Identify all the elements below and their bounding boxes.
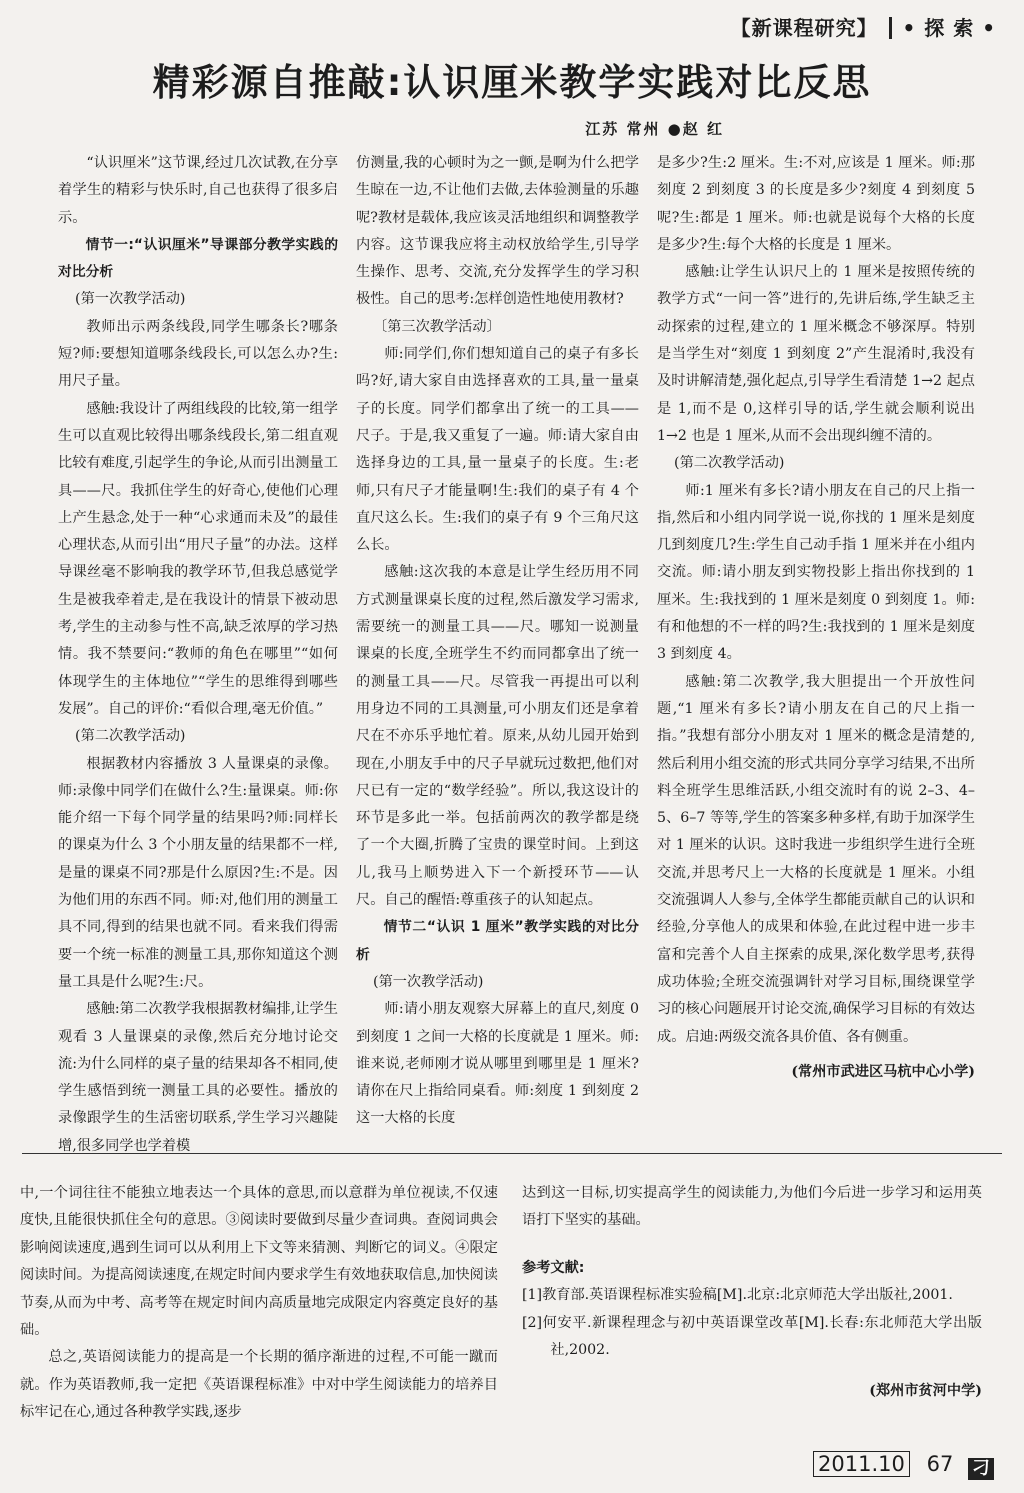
- activity-label: (第二次教学活动): [75, 728, 186, 745]
- references-title: 参考文献:: [522, 1259, 585, 1276]
- paragraph: 感触:第二次教学,我大胆提出一个开放性问题,“1 厘米有多长?请小朋友在自己的尺上指一指。”我想有部分小朋友对 1 厘米的概念是清楚的,然后利用小组交流的形式共同分享学习结果,不出所料全班学生思维活跃,小组交流时有的说 2–3、4–5、6–7 等等,学生的答案多种多样,有助于加深学生对 1 厘米的认识。这时我进一步组织学生进行全班交流,并思考尺上一大格的长度就是 1 厘米。小组交流强调人人参与,全体学生都能贡献自己的认识和经验,分享他人的成果和体验,在此过程中进一步丰富和完善个人自主探索的成果,深化数学思考,获得成功体验;全班交流强调针对学习目标,围绕课堂学习的核心问题展开讨论交流,确保学习目标的有效达成。启迪:两级交流各具价值、各有侧重。: [657, 673, 975, 1045]
- header-divider: [889, 17, 892, 39]
- page-number: 67: [926, 1452, 954, 1476]
- paragraph: 师:1 厘米有多长?请小朋友在自己的尺上指一指,然后和小组内同学说一说,你找的 1 厘米是刻度几到刻度几?生:学生自己动手指 1 厘米并在小组内交流。师:请小朋友到实物投影上指出你找到的 1 厘米。生:我找到的 1 厘米是刻度 0 到刻度 1。师:有和他想的不一样的吗?生:我找到的 1 厘米是刻度 3 到刻度 4。: [657, 482, 975, 663]
- paragraph: 教师出示两条线段,同学生哪条长?哪条短?师:要想知道哪条线段长,可以怎么办?生:用尺子量。: [58, 318, 338, 390]
- paragraph: 师:同学们,你们想知道自己的桌子有多长吗?好,请大家自由选择喜欢的工具,量一量桌子的长度。同学们都拿出了统一的工具——尺子。于是,我又重复了一遍。师:请大家自由选择身边的工具,量一量桌子的长度。生:老师,只有尺子才能量啊!生:我们的桌子有 4 个直尺这么长。生:我们的桌子有 9 个三角尺这么长。: [356, 346, 639, 554]
- affiliation: (郑州市贫河中学): [869, 1383, 982, 1400]
- activity-label: (第一次教学活动): [75, 291, 186, 308]
- journal-logo-icon: 刁: [968, 1458, 994, 1480]
- paragraph: 总之,英语阅读能力的提高是一个长期的循序渐进的过程,不可能一蹴而就。作为英语教师,我一定把《英语课程标准》中对中学生阅读能力的培养目标牢记在心,通过各种教学实践,逐步: [20, 1349, 498, 1421]
- bottom-article-right: [522, 1180, 982, 1406]
- activity-label: (第二次教学活动): [674, 455, 785, 472]
- paragraph: 感触:第二次教学我根据教材编排,让学生观看 3 人量课桌的录像,然后充分地讨论交流:为什么同样的桌子量的结果却各不相同,使学生感悟到统一测量工具的必要性。播放的录像跟学生的生活密切联系,学生学习兴趣陡增,很多同学也学着模: [58, 1001, 338, 1154]
- column-tag: 【新课程研究】: [730, 16, 878, 40]
- paragraph: 师:请小朋友观察大屏幕上的直尺,刻度 0 到刻度 1 之间一大格的长度就是 1 厘米。师:谁来说,老师刚才说从哪里到哪里是 1 厘米?请你在尺上指给同桌看。师:刻度 1 到刻度 2 这一大格的长度: [356, 1001, 639, 1127]
- paragraph: 是多少?生:2 厘米。生:不对,应该是 1 厘米。师:那刻度 2 到刻度 3 的长度是多少?刻度 4 到刻度 5 呢?生:都是 1 厘米。师:也就是说每个大格的长度是多少?生:每个大格的长度是 1 厘米。: [657, 155, 975, 253]
- section-heading: 情节一:“认识厘米”导课部分教学实践的对比分析: [58, 236, 338, 281]
- issue-number: 2011.10: [813, 1451, 910, 1477]
- article-title: 精彩源自推敲:认识厘米教学实践对比反思: [152, 61, 872, 104]
- reference-item: [2]何安平.新课程理念与初中英语课堂改革[M].长春:东北师范大学出版社,2002.: [522, 1314, 982, 1359]
- page-footer: [813, 1452, 994, 1480]
- section-header: [731, 12, 996, 41]
- article-divider: [22, 1153, 1002, 1154]
- article-author: 江苏 常州 ●赵 红: [585, 120, 724, 138]
- column-3: [657, 150, 975, 1086]
- column-1: [58, 150, 338, 1160]
- paragraph: 感触:让学生认识尺上的 1 厘米是按照传统的教学方式“一问一答”进行的,先讲后练,学生缺乏主动探索的过程,建立的 1 厘米概念不够深厚。特别是当学生对“刻度 1 到刻度 2”产生混淆时,我没有及时讲解清楚,强化起点,引导学生看清楚 1→2 起点是 1,而不是 0,这样引导的话,学生就会顺利说出 1→2 也是 1 厘米,从而不会出现纠缠不清的。: [657, 264, 975, 444]
- paragraph: 根据教材内容播放 3 人量课桌的录像。师:录像中同学们在做什么?生:量课桌。师:你能介绍一下每个同学量的结果吗?师:同样长的课桌为什么 3 个小朋友量的结果都不一样,是量的课桌不同?那是什么原因?生:不是。因为他们用的东西不同。师:对,他们用的测量工具不同,得到的结果也就不同。看来我们得需要一个统一标准的测量工具,那你知道这个测量工具是什么呢?生:尺。: [58, 755, 338, 990]
- paragraph: 中,一个词往往不能独立地表达一个具体的意思,而以意群为单位视读,不仅速度快,且能很快抓住全句的意思。③阅读时要做到尽量少查词典。查阅词典会影响阅读速度,遇到生词可以从利用上下文等来猜测、判断它的词义。④限定阅读时间。为提高阅读速度,在规定时间内要求学生有效地获取信息,加快阅读节奏,从而为中考、高考等在规定时间内高质量地完成限定内容奠定良好的基础。: [20, 1185, 498, 1339]
- paragraph: 感触:这次我的本意是让学生经历用不同方式测量课桌长度的过程,然后激发学习需求,需要统一的测量工具——尺。哪知一说测量课桌的长度,全班学生不约而同都拿出了统一的测量工具——尺。尽管我一再提出可以利用身边不同的工具测量,可小朋友们还是拿着尺在不亦乐乎地忙着。原来,从幼儿园开始到现在,小朋友手中的尺子早就玩过数把,他们对尺已有一定的“数学经验”。所以,我这设计的环节是多此一举。包括前两次的教学都是绕了一个大圈,折腾了宝贵的课堂时间。上到这儿,我马上顺势进入下一个新授环节——认尺。自己的醒悟:尊重孩子的认知起点。: [356, 564, 639, 909]
- section-heading: 情节二“认识 1 厘米”教学实践的对比分析: [356, 919, 639, 963]
- activity-label: (第一次教学活动): [373, 973, 484, 990]
- bottom-article-left: [20, 1180, 498, 1427]
- paragraph: “认识厘米”这节课,经过几次试教,在分享着学生的精彩与快乐时,自己也获得了很多启示。: [58, 155, 338, 226]
- affiliation: (常州市武进区马杭中心小学): [791, 1063, 975, 1080]
- paragraph: 达到这一目标,切实提高学生的阅读能力,为他们今后进一步学习和运用英语打下坚实的基础。: [522, 1185, 982, 1229]
- paragraph: 感触:我设计了两组线段的比较,第一组学生可以直观比较得出哪条线段长,第二组直观比较有难度,引起学生的争论,从而引出测量工具——尺。我抓住学生的好奇心,使他们心理上产生悬念,处于一种“心求通而未及”的最佳心理状态,从而引出“用尺子量”的办法。这样导课丝毫不影响我的教学环节,但我总感觉学生是被我牵着走,是在我设计的情景下被动思考,学生的主动参与性不高,缺乏浓厚的学习热情。我不禁要问:“教师的角色在哪里”“如何体现学生的主体地位”“学生的思维得到哪些发展”。自己的评价:“看似合理,毫无价值。”: [58, 400, 338, 717]
- paragraph: 仿测量,我的心顿时为之一颤,是啊为什么把学生晾在一边,不让他们去做,去体验测量的乐趣呢?教材是载体,我应该灵活地组织和调整教学内容。这节课我应将主动权放给学生,引导学生操作、思考、交流,充分发挥学生的学习积极性。自己的思考:怎样创造性地使用教材?: [356, 155, 639, 308]
- reference-item: [1]教育部.英语课程标准实验稿[M].北京:北京师范大学出版社,2001.: [522, 1287, 953, 1304]
- section-name: • 探 索 •: [902, 16, 996, 40]
- column-2: [356, 150, 639, 1133]
- activity-label: 〔第三次教学活动〕: [373, 318, 501, 335]
